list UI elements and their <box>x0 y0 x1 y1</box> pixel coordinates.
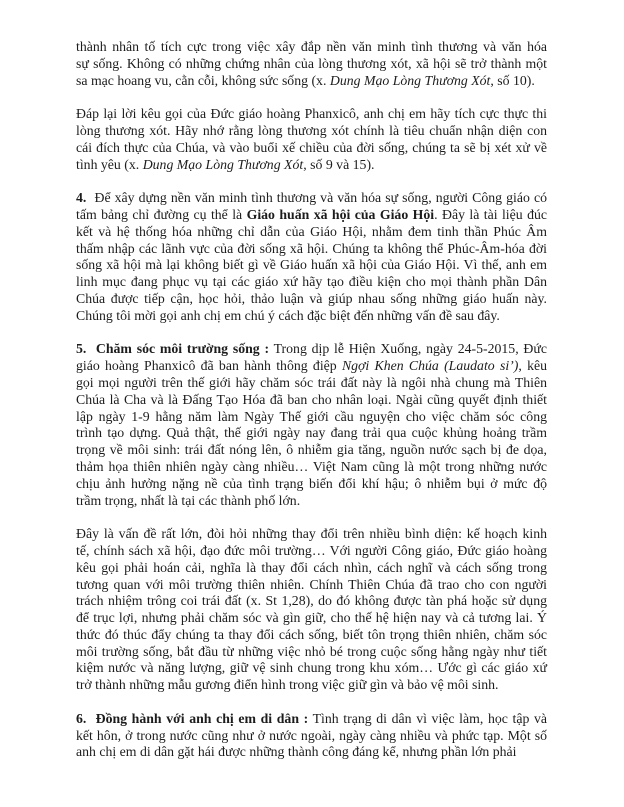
text-line <box>76 593 547 610</box>
text-run: linh mục đang phục vụ tại các giáo xứ hãy tạo điều kiện cho mọi thành phần Dân <box>76 274 547 290</box>
text-line <box>76 39 547 56</box>
text-run: , số 10). <box>490 72 535 88</box>
text-line <box>76 610 547 627</box>
text-run: lập ngày 1-9 hằng năm làm Ngày Thế giới cầu nguyện cho việc chăm sóc công <box>76 408 547 424</box>
text-line <box>76 644 547 661</box>
text-line <box>76 241 547 258</box>
text-run: sống xã hội mà lại không biết gì về Giáo huấn xã hội của Giáo Hội. Vì thế, anh em <box>76 257 547 273</box>
text-run: môi trường sống, bắt đầu từ những việc nhỏ bé trong cuộc sống hằng ngày như tiết <box>76 643 547 659</box>
text-line <box>76 157 547 174</box>
text-line <box>76 677 547 694</box>
paragraph <box>76 341 547 509</box>
text-run: Tình trạng di dân vì việc làm, học tập và <box>308 710 548 726</box>
text-line <box>76 123 547 140</box>
text-line <box>76 425 547 442</box>
text-line <box>76 73 547 90</box>
text-run: sa mạc hoang vu, cằn cỗi, không sức sống (x. <box>76 72 330 88</box>
text-line <box>76 459 547 476</box>
text-line <box>76 493 547 510</box>
text-line <box>76 728 547 745</box>
text-run: Đáp lại lời kêu gọi của Đức giáo hoàng Phanxicô, anh chị em hãy tích cực thực thi <box>76 106 547 122</box>
text-run: Chúa được tiếp cận, học hỏi, thảo luận và giúp nhau sống những giáo huấn này. <box>76 290 547 306</box>
text-line <box>76 560 547 577</box>
text-run: cái đích thực của Chúa, và vào buổi xế chiều của đời sống, chúng ta sẽ bị xét xử về <box>76 139 547 155</box>
text-run: , kêu <box>518 358 548 374</box>
text-run: Đây là vấn đề rất lớn, đòi hỏi những thay đổi trên nhiều bình diện: kế hoạch kinh <box>76 526 547 542</box>
text-line <box>76 375 547 392</box>
text-run: trách nhiệm trông coi trái đất (x. St 1,28), do đó không được tàn phá hoặc sử dụng <box>76 593 547 609</box>
text-line <box>76 744 547 761</box>
text-line <box>76 106 547 123</box>
text-line <box>76 660 547 677</box>
text-line <box>76 224 547 241</box>
text-line <box>76 358 547 375</box>
text-line <box>76 409 547 426</box>
text-run: kết và hệ thống hóa những chỉ dẫn của Giáo Hội, nhằm đem tinh thần Phúc Âm <box>76 223 547 239</box>
text-run: sự sống. Không có những chứng nhân của lòng thương xót, xã hội sẽ trở thành một <box>76 55 547 71</box>
text-run: thấm nhập các lãnh vực của đời sống xã hội. Chúng ta không thể Phúc-Âm-hóa đời <box>76 240 547 256</box>
bold-text-run: 6. Đồng hành với anh chị em di dân : <box>76 710 309 726</box>
text-run: Để xây dựng nền văn minh tình thương và văn hóa sự sống, người Công giáo có <box>86 190 547 206</box>
text-line <box>76 543 547 560</box>
text-line <box>76 526 547 543</box>
text-run: . Đây là tài liệu đúc <box>434 206 547 222</box>
text-run: thức đó thúc đẩy chúng ta thay đổi cách sống, biết tôn trọng thiên nhiên, chăm sóc <box>76 626 547 642</box>
text-run: kết hôn, ở trong nước cũng như ở nước ngoài, ngày càng nhiều và phức tạp. Một số <box>76 727 547 743</box>
italic-text-run: Dung Mạo Lòng Thương Xót <box>142 156 304 172</box>
italic-text-run: Dung Mạo Lòng Thương Xót <box>329 72 491 88</box>
bold-text-run: Giáo huấn xã hội của Giáo Hội <box>246 206 435 222</box>
text-run: Chúng tôi mời gọi anh chị em chú ý cách đặc biệt đến những vấn đề sau đây. <box>76 307 500 323</box>
paragraph <box>76 190 547 324</box>
text-run: trầm trọng, nhất là tại các thành phố lớn. <box>76 492 301 508</box>
text-run: tế, chính sách xã hội, đạo đức môi trường… Với người Công giáo, Đức giáo hoàng <box>76 542 547 558</box>
text-run: tương quan với môi trường thiên nhiên. Chính Thiên Chúa đã trao cho con người <box>76 576 547 592</box>
text-run: Trong dịp lễ Hiện Xuống, ngày 24-5-2015, Đức <box>269 341 547 357</box>
italic-text-run: Ngợi Khen Chúa (Laudato si’) <box>341 358 519 374</box>
bold-text-run: 5. Chăm sóc môi trường sống : <box>76 341 270 357</box>
text-line <box>76 308 547 325</box>
text-line <box>76 341 547 358</box>
text-run: Chúa là Cha và là Đấng Tạo Hóa đã ban cho nhân loại. Ngài cũng quyết định thiết <box>76 391 547 407</box>
text-run: chịu ảnh hưởng nặng nề của tình trạng biến đổi khí hậu; ô nhiễm bụi ở mức độ <box>76 475 547 491</box>
document-body <box>76 39 547 761</box>
text-line <box>76 442 547 459</box>
text-line <box>76 257 547 274</box>
text-line <box>76 711 547 728</box>
text-line <box>76 207 547 224</box>
text-line <box>76 190 547 207</box>
text-run: trình tạo dựng. Quả thật, thế giới ngày nay đang trải qua cuộc khủng hoảng trầm <box>76 425 547 441</box>
text-run: giáo hoàng Phanxicô đã ban hành thông điệp <box>76 358 342 374</box>
text-line <box>76 140 547 157</box>
text-run: gọi mọi người trên thế giới hãy chăm sóc trái đất này là ngôi nhà chung mà Thiên <box>76 374 547 390</box>
text-run: thảm họa thiên nhiên ngày càng nhiều… Việt Nam cũng là một trong những nước <box>76 458 547 474</box>
text-run: thành nhân tố tích cực trong việc xây đắp nền văn minh tình thương và văn hóa <box>76 39 547 54</box>
text-run: tấm bảng chỉ đường cụ thể là <box>76 206 247 222</box>
paragraph <box>76 526 547 694</box>
text-run: trở thành những mẫu gương điển hình trong việc giữ gìn và bảo vệ môi sinh. <box>76 677 499 693</box>
text-line <box>76 56 547 73</box>
text-line <box>76 274 547 291</box>
text-line <box>76 476 547 493</box>
text-run: lòng thương xót. Hãy nhớ rằng lòng thương xót chính là tiêu chuẩn nhận diện con <box>76 122 547 138</box>
text-line <box>76 577 547 594</box>
text-run: tình yêu (x. <box>76 156 143 172</box>
text-line <box>76 291 547 308</box>
text-run: , số 9 và 15). <box>303 156 375 172</box>
text-run: kiệm nước và năng lượng, giữ vệ sinh chung trong khu xóm… Ước gì các giáo xứ <box>76 660 547 676</box>
text-run: trọng về môi sinh: trái đất nóng lên, ô nhiễm gia tăng, nguồn nước sạch bị đe dọa, <box>76 442 547 458</box>
text-run: để trục lợi, nhưng phải chăm sóc và gìn giữ, cho thế hệ hiện nay và cả tương lai. Ý <box>76 610 547 626</box>
bold-text-run: 4. <box>76 190 87 206</box>
text-run: anh chị em di dân gặt hái được những thành công đáng kể, nhưng phần lớn phải <box>76 744 517 760</box>
text-line <box>76 392 547 409</box>
paragraph <box>76 106 547 173</box>
text-run: kêu gọi phải hoán cải, nghĩa là thay đổi cách nhìn, cách nghĩ và cách sống trong <box>76 559 547 575</box>
text-line <box>76 627 547 644</box>
paragraph <box>76 711 547 761</box>
paragraph <box>76 39 547 89</box>
